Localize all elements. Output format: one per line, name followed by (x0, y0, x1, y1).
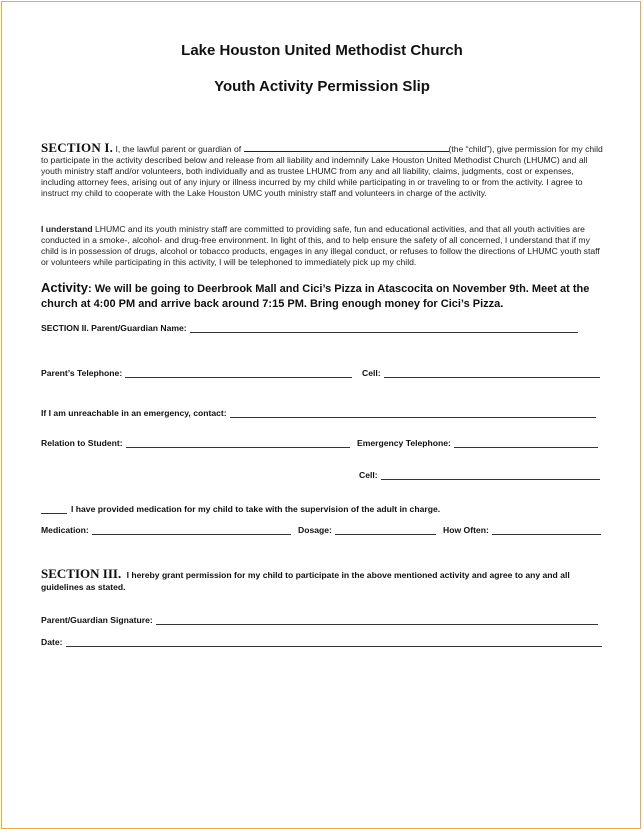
cell-line[interactable] (384, 369, 600, 378)
section-3-heading: SECTION III. (41, 566, 122, 581)
understand-paragraph (41, 224, 604, 268)
medication-field[interactable] (41, 525, 291, 535)
cell-label: Cell: (362, 368, 381, 378)
relation-field[interactable] (41, 438, 350, 448)
section-1-text-after: (the “child”), give permission for my child to participate in the activity described below and release from all liability and indemnify Lake Houston United Methodist Church (LHUMC) and all youth ministry staff and/or volunteers, both individually and as trustee LHUMC from any and all liability, claims, judgments, cost or expenses, including attorney fees, arising out of any injury or illness incurred by my child while participating in or traveling to or from the activity. I agree to instruct my child to cooperate with the Lake Houston UMC youth ministry staff and volunteers in charge of the activity. (41, 144, 603, 198)
medication-check-line[interactable] (41, 505, 67, 514)
relation-label: Relation to Student: (41, 438, 123, 448)
date-line[interactable] (66, 638, 603, 647)
relation-line[interactable] (126, 439, 350, 448)
cell-field[interactable] (362, 368, 600, 378)
section-3-text: I hereby grant permission for my child to participate in the above mentioned activity and agree to any and all guidelines as stated. (41, 570, 570, 592)
section-1-text-before: I, the lawful parent or guardian of (115, 144, 242, 154)
signature-line[interactable] (156, 616, 598, 625)
dosage-label: Dosage: (298, 525, 332, 535)
medication-statement-text: I have provided medication for my child to take with the supervision of the adult in charge. (71, 504, 441, 514)
activity-label: Activity (41, 280, 88, 295)
cell-2-field[interactable] (359, 470, 600, 480)
emergency-contact-label: If I am unreachable in an emergency, contact: (41, 408, 227, 418)
section-1-heading: SECTION I. (41, 140, 114, 155)
parent-phone-label: Parent’s Telephone: (41, 368, 123, 378)
section-3-paragraph (41, 568, 601, 593)
emergency-phone-line[interactable] (454, 439, 598, 448)
child-name-blank[interactable] (244, 143, 449, 152)
medication-statement (41, 504, 601, 514)
parent-name-line[interactable] (190, 324, 578, 333)
parent-name-field[interactable] (41, 323, 578, 333)
dosage-line[interactable] (335, 526, 436, 535)
signature-field[interactable] (41, 615, 598, 625)
understand-text: LHUMC and its youth ministry staff are committed to providing safe, fun and educational activities, and that all youth activities are conducted in a smoke-, alcohol- and drug-free environment. In light of this, and to help ensure the safety of all concerned, I understand that if my child is in possession of drugs, alcohol or tobacco products, engages in any illegal conduct, or refuses to follow the directions of LHUMC youth staff or volunteers while participating in this activity, I will be telephoned to immediately pick up my child. (41, 224, 600, 267)
understand-lead: I understand (41, 224, 93, 234)
how-often-field[interactable] (443, 525, 601, 535)
medication-line[interactable] (92, 526, 291, 535)
emergency-contact-line[interactable] (230, 409, 596, 418)
parent-phone-field[interactable] (41, 368, 352, 378)
activity-paragraph (41, 280, 611, 312)
slip-title: Youth Activity Permission Slip (214, 78, 430, 95)
emergency-phone-field[interactable] (357, 438, 598, 448)
how-often-label: How Often: (443, 525, 489, 535)
medication-label: Medication: (41, 525, 89, 535)
dosage-field[interactable] (298, 525, 436, 535)
emergency-contact-field[interactable] (41, 408, 596, 418)
how-often-line[interactable] (492, 526, 601, 535)
parent-name-label: SECTION II. Parent/Guardian Name: (41, 323, 187, 333)
signature-label: Parent/Guardian Signature: (41, 615, 153, 625)
parent-phone-line[interactable] (125, 369, 352, 378)
cell-2-line[interactable] (381, 471, 600, 480)
section-1-paragraph (41, 142, 604, 199)
date-field[interactable] (41, 637, 602, 647)
cell-2-label: Cell: (359, 470, 378, 480)
date-label: Date: (41, 637, 63, 647)
church-name: Lake Houston United Methodist Church (181, 42, 463, 59)
activity-text: : We will be going to Deerbrook Mall and Cici’s Pizza in Atascocita on November 9th. Meet at the church at 4:00 PM and arrive back around 7:15 PM. Bring enough money for Cici’s Pizza. (41, 283, 590, 310)
emergency-phone-label: Emergency Telephone: (357, 438, 451, 448)
